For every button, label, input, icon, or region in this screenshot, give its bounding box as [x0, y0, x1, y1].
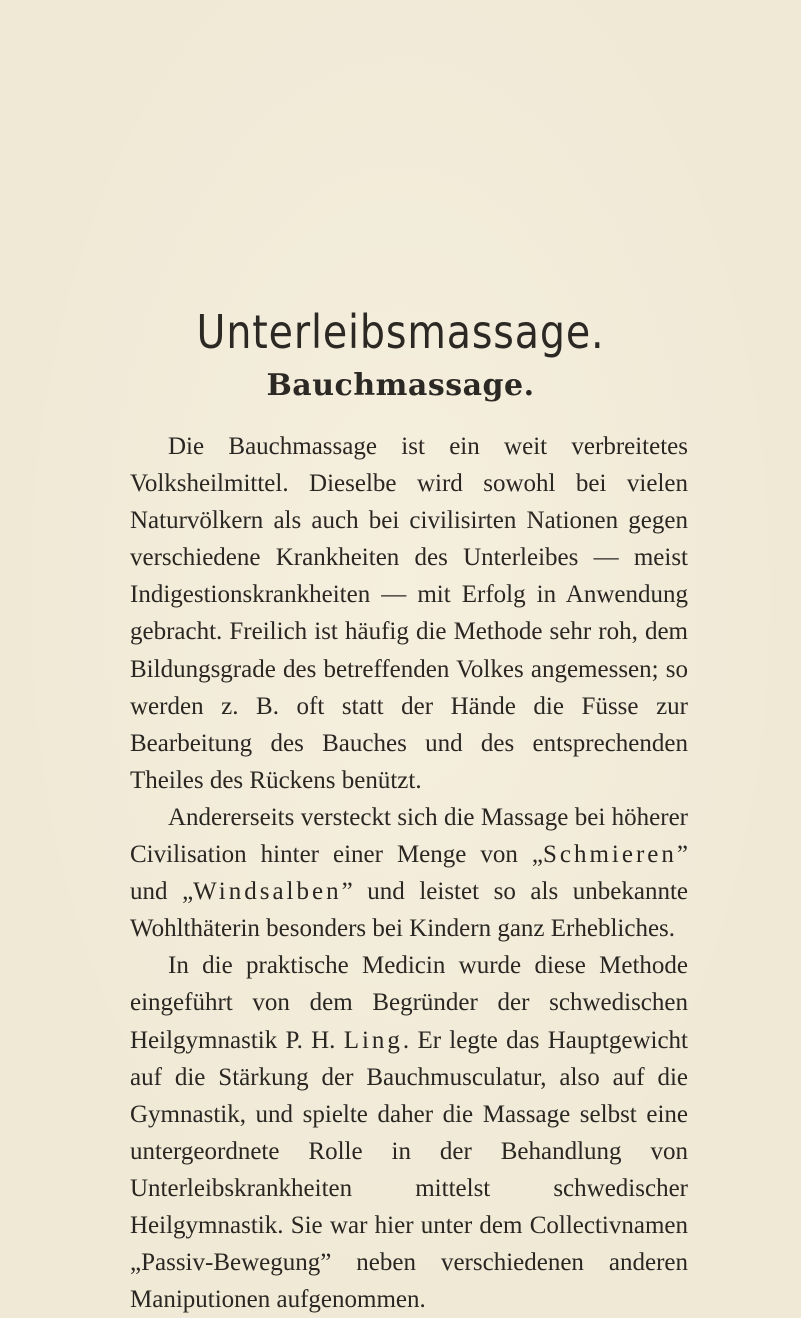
spaced-term: Schmieren [542, 841, 677, 869]
paragraph-1 [130, 428, 688, 799]
text-run: In die praktische Medicin wurde diese Methode eingeführt von dem Begründer der schwedischen Heilgymnastik P. H. [130, 952, 688, 1054]
page-title: Unterleibsmassage. [196, 305, 605, 359]
text-run: . Er legte das Hauptgewicht auf die Stärkung der Bauchmusculatur, also auf die Gymnastik, und spielte daher die Massage selbst eine untergeordnete Rolle in der Behandlung von Unterleibskrankheiten mittelst schwedischer Heilgymnastik. Sie war hier unter dem Collectivnamen „Passiv-Bewegung” neben verschiedenen anderen Maniputionen aufgenommen. [130, 1026, 688, 1314]
paragraph-2 [130, 799, 688, 947]
spaced-term: Ling [343, 1026, 403, 1054]
text-run: ” und leistet so als unbekannte Wohlthäterin besonders bei Kindern ganz Erhebliches. [130, 878, 688, 943]
section-heading: Bauchmassage. [266, 368, 535, 403]
body-text [130, 428, 688, 1318]
paragraph-3 [130, 947, 688, 1318]
text-run: Die Bauchmassage ist ein weit verbreitetes Volksheilmittel. Dieselbe wird sowohl bei vielen Naturvölkern als auch bei civilisirten Nationen gegen verschiedene Krankheiten des Unterleibes — meist Indigestionskrankheiten — mit Erfolg in Anwendung gebracht. Freilich ist häufig die Methode sehr roh, dem Bildungsgrade des betreffenden Volkes angemessen; so werden z. B. oft statt der Hände die Füsse zur Bearbeitung des Bauches und des entsprechenden Theiles des Rückens benützt. [130, 433, 688, 794]
text-run: Andererseits versteckt sich die Massage bei höherer Civilisation hinter einer Menge von „ [130, 803, 688, 869]
spaced-term: Windsalben [193, 878, 342, 906]
text-run: ” und „ [130, 841, 688, 906]
